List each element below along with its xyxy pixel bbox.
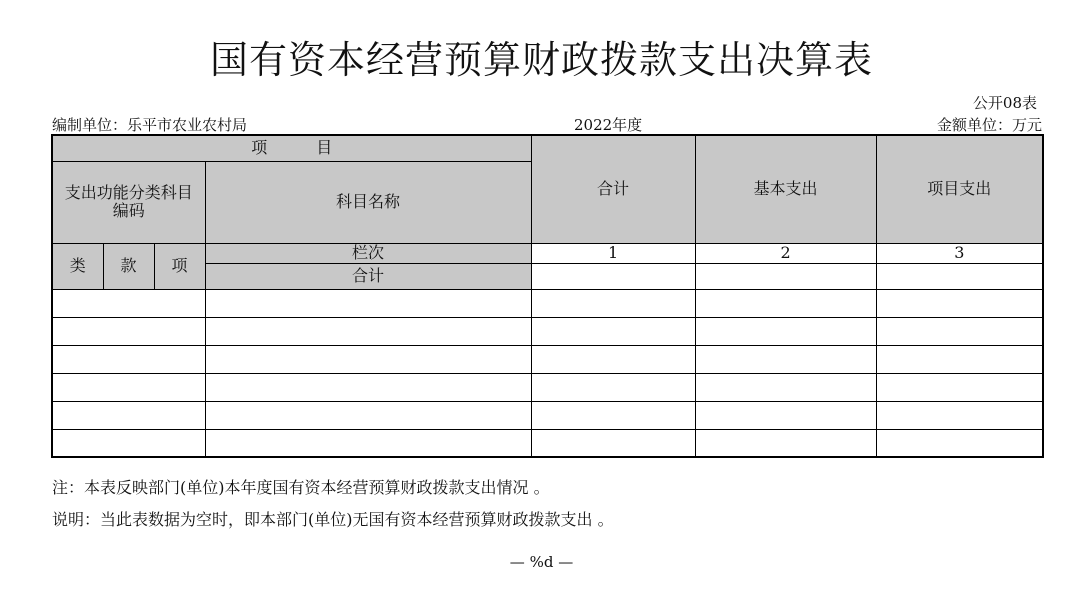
expenditure-table <box>51 134 1044 458</box>
column-index-label: 栏次 <box>205 243 531 263</box>
document-title: 国有资本经营预算财政拨款支出决算表 <box>209 38 873 82</box>
row-code <box>52 345 205 373</box>
header-category-kuan: 款 <box>103 243 154 289</box>
compiling-unit: 编制单位：乐平市农业农村局 <box>52 116 248 134</box>
row-subject <box>205 289 531 317</box>
row-total <box>531 373 695 401</box>
table-row <box>52 373 1043 401</box>
row-total <box>531 429 695 457</box>
table-explanation: 说明：当此表数据为空时，即本部门(单位)无国有资本经营预算财政拨款支出 。 <box>52 510 614 529</box>
row-total <box>531 289 695 317</box>
column-index-3: 3 <box>876 243 1043 263</box>
page-number: — %d — <box>509 553 574 571</box>
row-subject <box>205 401 531 429</box>
row-code <box>52 289 205 317</box>
header-function-code: 支出功能分类科目编码 <box>52 161 205 243</box>
column-index-2: 2 <box>695 243 876 263</box>
row-project <box>876 289 1043 317</box>
row-subject <box>205 317 531 345</box>
table-note: 注：本表反映部门(单位)本年度国有资本经营预算财政拨款支出情况 。 <box>52 478 550 497</box>
form-number: 公开08表 <box>972 94 1037 112</box>
row-basic <box>695 345 876 373</box>
row-subject <box>205 373 531 401</box>
header-project-expenditure: 项目支出 <box>876 135 1043 243</box>
total-row-value <box>531 263 695 289</box>
row-code <box>52 317 205 345</box>
row-basic <box>695 317 876 345</box>
header-total: 合计 <box>531 135 695 243</box>
row-total <box>531 317 695 345</box>
header-basic-expenditure: 基本支出 <box>695 135 876 243</box>
column-index-1: 1 <box>531 243 695 263</box>
header-subject-name: 科目名称 <box>205 161 531 243</box>
row-code <box>52 429 205 457</box>
row-basic <box>695 289 876 317</box>
header-category-xiang: 项 <box>154 243 205 289</box>
row-project <box>876 401 1043 429</box>
row-project <box>876 373 1043 401</box>
row-basic <box>695 373 876 401</box>
total-row-label: 合计 <box>205 263 531 289</box>
row-code <box>52 373 205 401</box>
row-basic <box>695 429 876 457</box>
header-item-cell: 项 目 <box>52 135 531 161</box>
row-project <box>876 345 1043 373</box>
table-row <box>52 345 1043 373</box>
table-row <box>52 317 1043 345</box>
total-row-value <box>876 263 1043 289</box>
row-total <box>531 345 695 373</box>
header-category-lei: 类 <box>52 243 103 289</box>
table-row <box>52 289 1043 317</box>
total-row-value <box>695 263 876 289</box>
row-subject <box>205 429 531 457</box>
row-basic <box>695 401 876 429</box>
fiscal-year: 2022年度 <box>574 116 643 134</box>
row-code <box>52 401 205 429</box>
row-project <box>876 317 1043 345</box>
table-row <box>52 429 1043 457</box>
unit-info-row <box>52 114 1042 134</box>
table-row <box>52 401 1043 429</box>
money-unit: 金额单位：万元 <box>936 116 1042 134</box>
row-project <box>876 429 1043 457</box>
row-total <box>531 401 695 429</box>
row-subject <box>205 345 531 373</box>
